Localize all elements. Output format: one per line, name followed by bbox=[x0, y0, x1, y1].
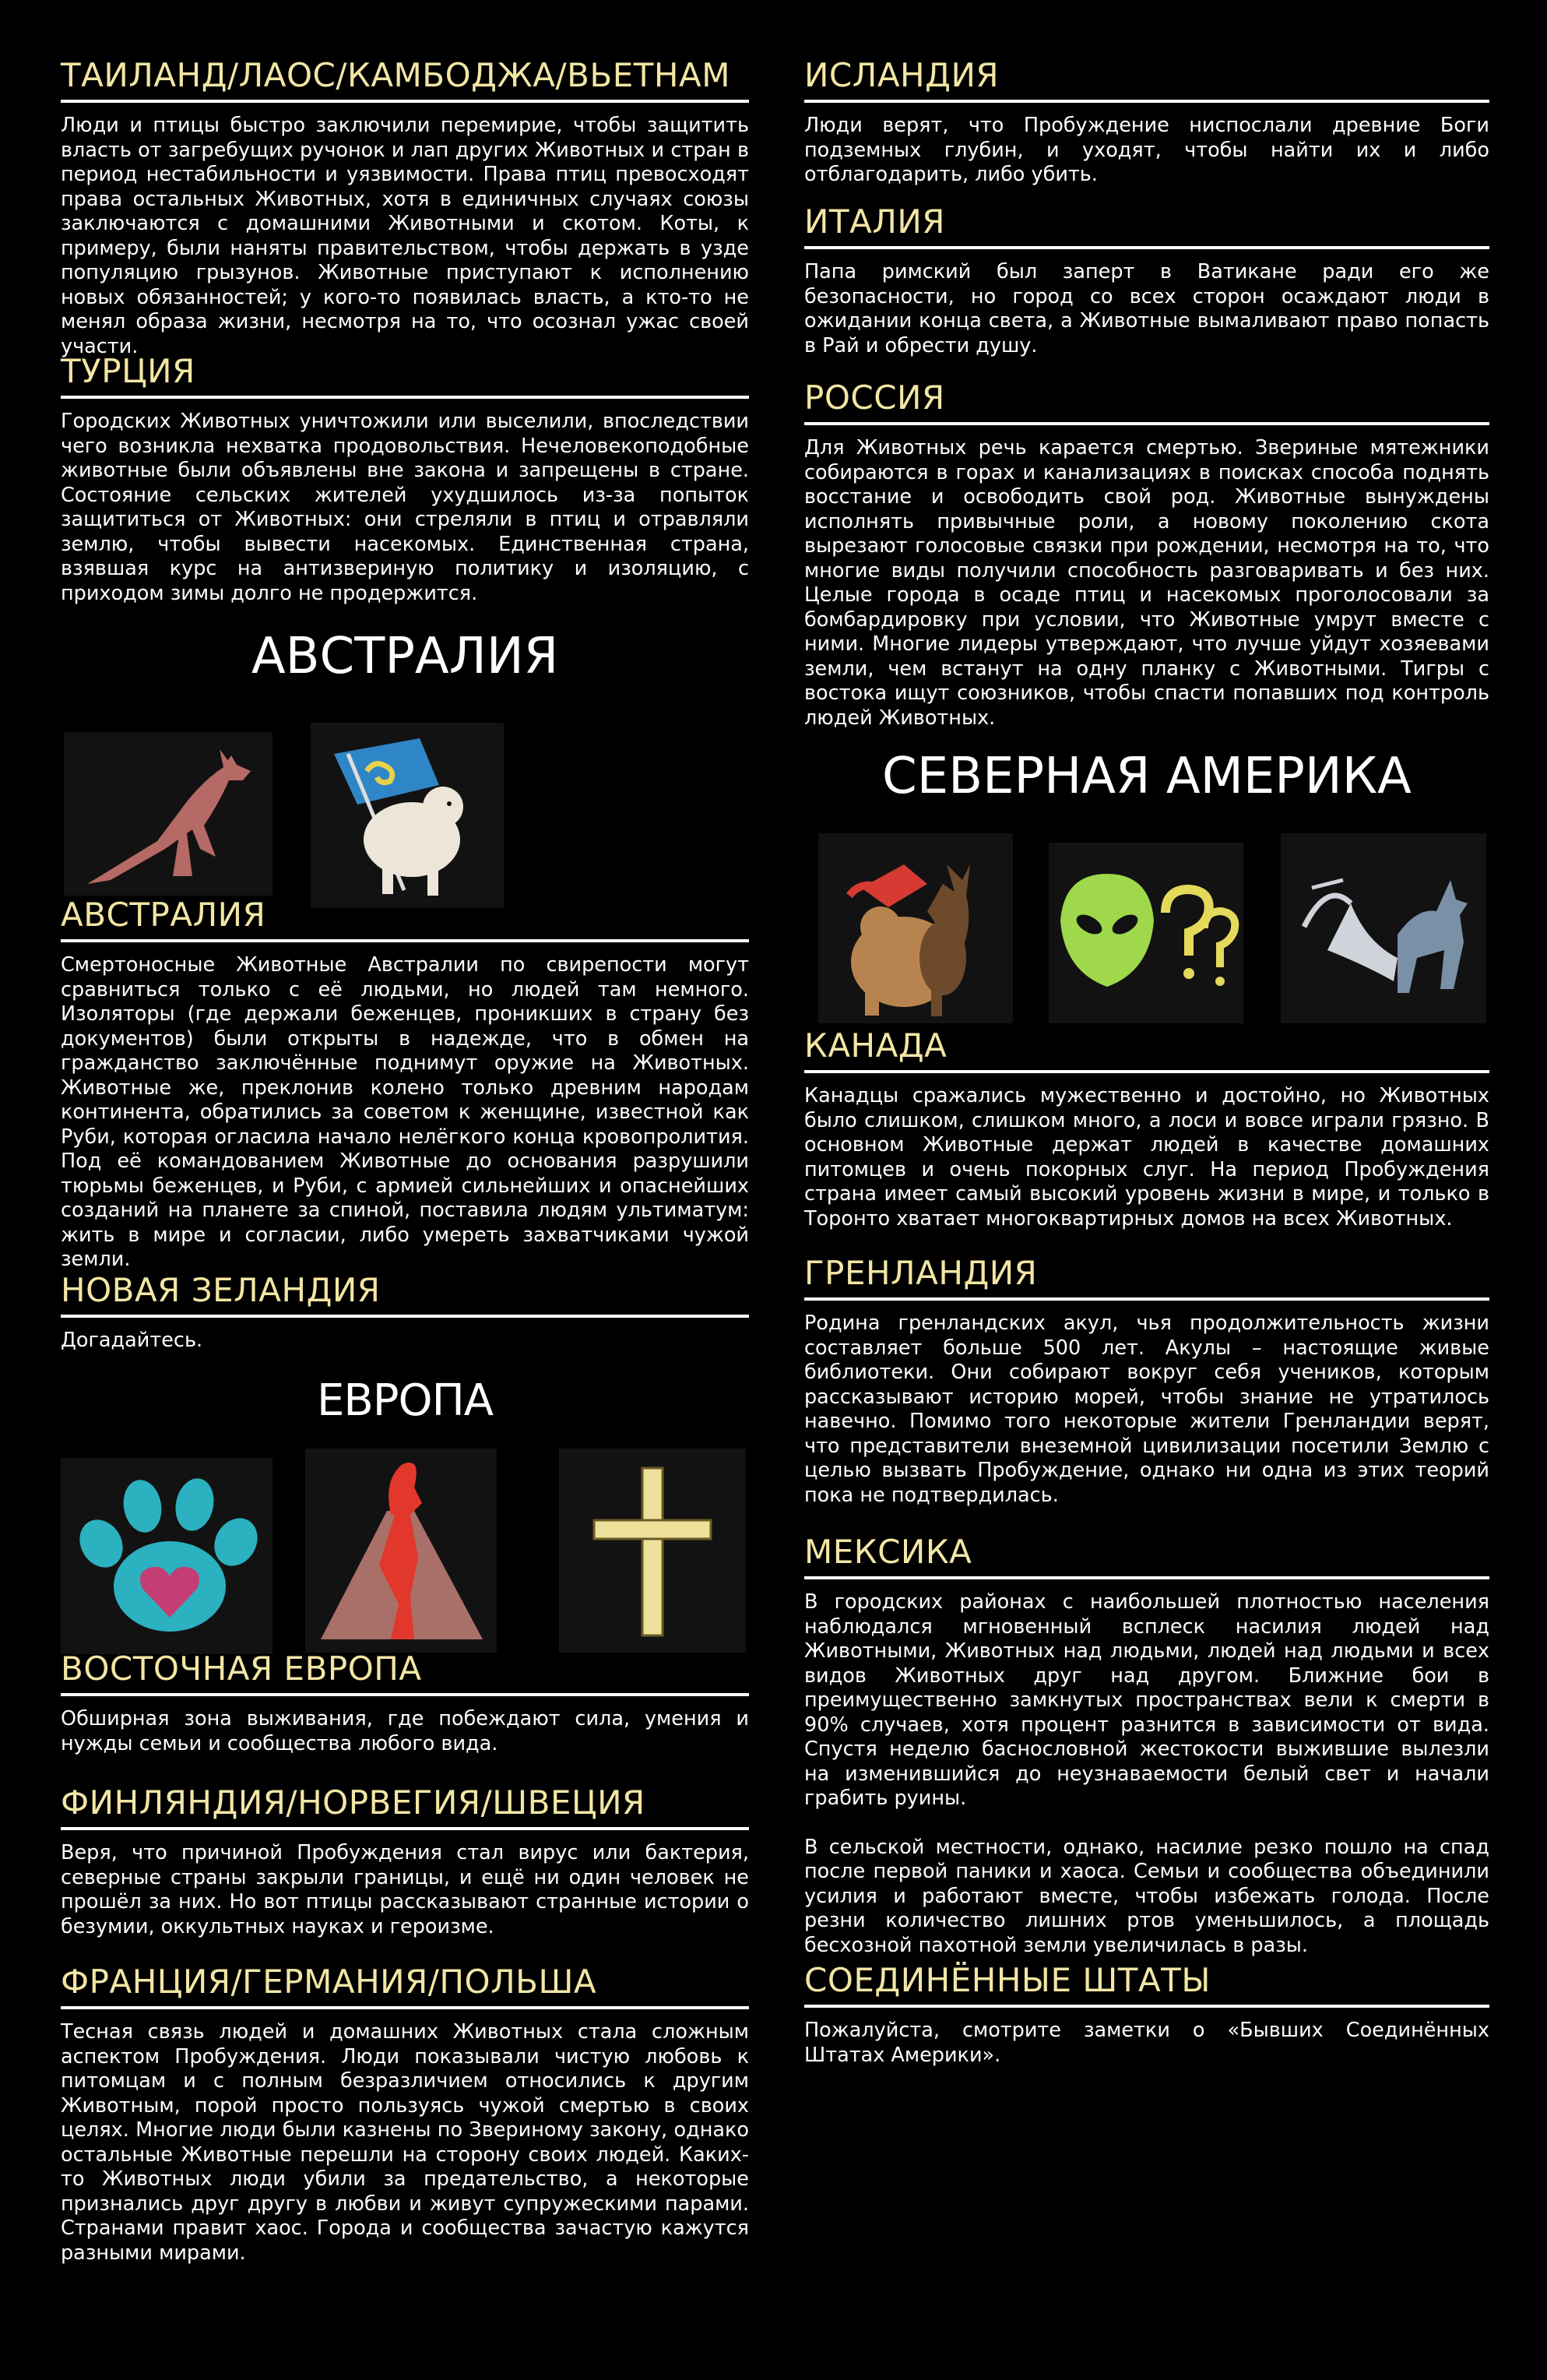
paw-heart-icon bbox=[61, 1458, 272, 1654]
cross-icon bbox=[559, 1449, 746, 1653]
section-title: ТУРЦИЯ bbox=[61, 352, 749, 399]
section-new-zealand bbox=[61, 1271, 749, 1354]
paragraph: Веря, что причиной Пробуждения стал вирус или бактерия, северные страны закрыли границы, и ещё ни один человек не прошёл за них. Но вот птицы рассказывают странные истории о безумии, оккультных науках и героизме. bbox=[61, 1841, 749, 1938]
section-nordic bbox=[61, 1783, 749, 1939]
section-body bbox=[804, 1590, 1489, 1958]
paragraph: Смертоносные Животные Австралии по свирепости могут сравниться только с её людьми, но людей там немного. Изоляторы (где держали беженцев, проникших в страну без документов) были открыты в надежде, что в обмен на гражданство заключённые поднимут оружие на Животных. Животные же, преклонив колено только древним народам континента, обратились за советом к женщине, известной как Руби, которая огласила начало нелёгкого конца кровопролития. Под её командованием Животные до основания разрушили тюрьмы беженцев, и Руби, с армией сильнейших и опаснейших созданий на планете за спиной, поставила людям ультиматум: жить в мире и согласии, либо умереть захватчиками чужой земли. bbox=[61, 953, 749, 1271]
section-body bbox=[61, 1841, 749, 1939]
section-title: МЕКСИКА bbox=[804, 1533, 1489, 1579]
section-body bbox=[61, 1707, 749, 1756]
section-eastern-europe bbox=[61, 1649, 749, 1756]
alien-question-icon bbox=[1049, 843, 1243, 1023]
paragraph: В сельской местности, однако, насилие резко пошло на спад после первой паники и хаоса. Семьи и сообщества объединили усилия и работают вместе, чтобы избежать голода. После резни количество лишних ртов уменьшилось, а площадь бесхозной пахотной земли увеличилась в разы. bbox=[804, 1835, 1489, 1957]
paragraph: Для Животных речь карается смертью. Звериные мятежники собираются в горах и канализациях в поисках способа поднять восстание и освободить свой род. Животные вынуждены исполнять привычные роли, а новому поколению скота вырезают голосовые связки при рождении, несмотря на то, что многие виды получили способность разговаривать и без них. Целые города в осаде птиц и насекомых проголосовали за бомбардировку при условии, что Животные умрут вместе с ними. Многие лидеры утверждают, что лучше уйдут хозяевами земли, чем встанут на одну планку с Животными. Тигры с востока ищут союзников, чтобы спасти попавших под контроль людей Животных. bbox=[804, 436, 1489, 730]
paragraph: Городских Животных уничтожили или выселили, впоследствии чего возникла нехватка продовольствия. Нечеловекоподобные животные были объявлены вне закона и запрещены в стране. Состояние сельских жителей ухудшилось из-за попыток защититься от Животных: они стреляли в птиц и отравляли землю, чтобы вывести насекомых. Единственная страна, взявшая курс на антизвериную политику и изоляцию, с приходом зимы долго не продержится. bbox=[61, 410, 749, 605]
paragraph: Тесная связь людей и домашних Животных стала сложным аспектом Пробуждения. Люди показывали чистую любовь к питомцам и с полным безразличием относились к другим Животным, порой просто пользуясь чужой смертью в своих целях. Многие люди были казнены по Звериному закону, однако остальные Животные перешли на сторону своих людей. Каких-то Животных люди убили за предательство, а некоторые признались друг другу в любви и живут супружескими парами. Странами правит хаос. Города и сообщества зачастую кажутся разными мирами. bbox=[61, 2020, 749, 2265]
section-title: РОССИЯ bbox=[804, 378, 1489, 425]
section-usa bbox=[804, 1961, 1489, 2068]
region-heading-europe: ЕВРОПА bbox=[316, 1375, 494, 1426]
section-body bbox=[61, 1329, 749, 1354]
sheep-flag-icon bbox=[311, 723, 504, 908]
section-italy bbox=[804, 202, 1489, 358]
section-turkey bbox=[61, 352, 749, 606]
region-heading-north-america: СЕВЕРНАЯ АМЕРИКА bbox=[882, 748, 1412, 805]
section-body bbox=[61, 114, 749, 359]
section-body bbox=[61, 2020, 749, 2266]
section-thailand bbox=[61, 56, 749, 359]
paragraph: Родина гренландских акул, чья продолжительность жизни составляет больше 500 лет. Акулы – настоящие живые библиотеки. Они собирают вокруг себя учеников, которым рассказывают историю морей, чтобы знание не утратилось навечно. Помимо того некоторые жители Гренландии верят, что представители внеземной цивилизации посетили Землю с целью вызвать Пробуждение, однако ни одна из этих теорий пока не подтвердилась. bbox=[804, 1311, 1489, 1507]
section-france-germany-poland bbox=[61, 1963, 749, 2266]
section-greenland bbox=[804, 1254, 1489, 1508]
paragraph: В городских районах с наибольшей плотностью населения наблюдался мгновенный всплеск насилия людей над Животными, Животных над людьми, людей над людьми и всех видов Животных друг над другом. Ближние бои в преимущественно замкнутых пространствах вели к смерти в 90% случаев, хотя процент разнится в зависимости от вида. Спустя неделю баснословной жестокости выжившие вылезли на изменившийся до неузнаваемости белый свет и начали грабить руины. bbox=[804, 1590, 1489, 1810]
paragraph: Догадайтесь. bbox=[61, 1329, 203, 1352]
bear-moose-icon bbox=[818, 833, 1013, 1023]
section-title: ФРАНЦИЯ/ГЕРМАНИЯ/ПОЛЬША bbox=[61, 1963, 749, 2009]
section-body bbox=[61, 953, 749, 1273]
section-body bbox=[804, 1084, 1489, 1231]
paragraph: Люди верят, что Пробуждение ниспослали древние Боги подземных глубин, и уходят, чтобы найти их и либо отблагодарить, либо убить. bbox=[804, 114, 1489, 186]
paragraph: Пожалуйста, смотрите заметки о «Бывших Соединённых Штатах Америки». bbox=[804, 2019, 1489, 2067]
section-body bbox=[804, 1311, 1489, 1508]
section-title: КАНАДА bbox=[804, 1026, 1489, 1073]
region-heading-australia: АВСТРАЛИЯ bbox=[251, 628, 559, 685]
section-title: НОВАЯ ЗЕЛАНДИЯ bbox=[61, 1271, 749, 1318]
section-title: ГРЕНЛАНДИЯ bbox=[804, 1254, 1489, 1301]
volcano-icon bbox=[305, 1449, 497, 1653]
section-title: АВСТРАЛИЯ bbox=[61, 896, 749, 942]
kangaroo-icon bbox=[64, 732, 272, 896]
paragraph: Обширная зона выживания, где побеждают сила, умения и нужды семьи и сообщества любого вида. bbox=[61, 1707, 749, 1755]
section-title: ИТАЛИЯ bbox=[804, 202, 1489, 249]
section-title: ТАИЛАНД/ЛАОС/КАМБОДЖА/ВЬЕТНАМ bbox=[61, 56, 749, 103]
section-title: ИСЛАНДИЯ bbox=[804, 56, 1489, 103]
section-russia bbox=[804, 378, 1489, 731]
section-title: СОЕДИНЁННЫЕ ШТАТЫ bbox=[804, 1961, 1489, 2008]
section-body bbox=[804, 436, 1489, 731]
section-body bbox=[61, 410, 749, 606]
dog-plow-icon bbox=[1281, 833, 1486, 1023]
section-iceland bbox=[804, 56, 1489, 188]
section-title: ФИНЛЯНДИЯ/НОРВЕГИЯ/ШВЕЦИЯ bbox=[61, 1783, 749, 1830]
paragraph: Папа римский был заперт в Ватикане ради его же безопасности, но город со всех сторон осаждают люди в ожидании конца света, а Животные вымаливают право попасть в Рай и обрести душу. bbox=[804, 260, 1489, 357]
section-mexico bbox=[804, 1533, 1489, 1958]
section-body bbox=[804, 2019, 1489, 2068]
section-body bbox=[804, 114, 1489, 188]
paragraph: Люди и птицы быстро заключили перемирие, чтобы защитить власть от загребущих ручонок и лап других Животных и стран в период нестабильности и уязвимости. Права птиц превосходят права остальных Животных, хотя в единичных случаях союзы заключаются с домашними Животными и скотом. Коты, к примеру, были наняты правительством, чтобы держать в узде популяцию грызунов. Животные приступают к исполнению новых обязанностей; у кого-то появилась власть, а кто-то не менял образа жизни, несмотря на то, что осознал ужас своей участи. bbox=[61, 114, 749, 358]
section-title: ВОСТОЧНАЯ ЕВРОПА bbox=[61, 1649, 749, 1696]
section-canada bbox=[804, 1026, 1489, 1231]
section-body bbox=[804, 260, 1489, 358]
paragraph: Канадцы сражались мужественно и достойно, но Животных было слишком, слишком много, а лоси и вовсе играли грязно. В основном Животные держат людей в качестве домашних питомцев и очень покорных слуг. На период Пробуждения страна имеет самый высокий уровень жизни в мире, и только в Торонто хватает многоквартирных домов на всех Животных. bbox=[804, 1084, 1489, 1230]
section-australia bbox=[61, 896, 749, 1273]
